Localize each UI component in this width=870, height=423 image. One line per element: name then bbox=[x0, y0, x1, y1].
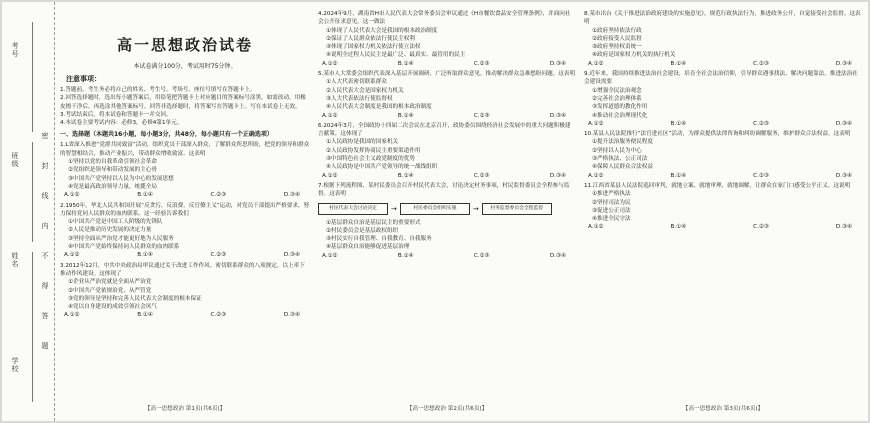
option: ①基层群众自治是基层民主的重要形式 bbox=[326, 219, 421, 226]
question bbox=[584, 130, 862, 180]
option: ④人民代表大会制度是我国的根本政治制度 bbox=[326, 104, 432, 111]
option: ③发挥道德的教化作用 bbox=[592, 104, 648, 111]
choice: C.②③ bbox=[473, 252, 490, 259]
option: ①企业从严治党就是全面从严治党 bbox=[68, 279, 152, 286]
choice: A.①② bbox=[64, 252, 80, 259]
option: ④推进全民守法 bbox=[592, 216, 631, 223]
option: ②中国共产党依规治党、从严管党 bbox=[68, 287, 152, 294]
answer-choices bbox=[584, 120, 862, 128]
option: ③人大代表依法行使监督权 bbox=[326, 95, 393, 102]
question bbox=[318, 70, 576, 120]
option: ②党组织是领导和带动发展的主心骨 bbox=[68, 167, 157, 174]
option: ①增强全民法治观念 bbox=[592, 87, 642, 94]
option: ①中国共产党是中国工人阶级的先锋队 bbox=[68, 219, 163, 226]
note-item: 4.本试卷主要考试内容：必修3，必修4第1单元。 bbox=[60, 120, 183, 127]
option: ③政府坚持权责统一 bbox=[592, 44, 642, 51]
choice: C.②③ bbox=[210, 252, 227, 259]
seal-mark: 答 bbox=[41, 312, 49, 320]
question bbox=[60, 262, 310, 320]
question bbox=[584, 182, 862, 232]
option: ②人民代表大会是国家权力机关 bbox=[326, 87, 404, 94]
option: ②政府接受人民监督 bbox=[592, 35, 642, 42]
choice: B.①④ bbox=[397, 60, 414, 67]
question bbox=[318, 122, 576, 180]
flow-diagram bbox=[318, 203, 576, 215]
flow-box: 村民代表大会讨论决定 bbox=[318, 203, 388, 215]
choice: B.①④ bbox=[397, 252, 414, 259]
seal-mark: 线 bbox=[41, 192, 49, 200]
choice: C.②③ bbox=[753, 120, 769, 127]
question bbox=[60, 202, 310, 260]
page-title: 高一思想政治试卷 bbox=[116, 36, 253, 54]
option: ③中国特色社会主义政党制度的优势 bbox=[326, 156, 415, 163]
page-footer: 【高一思想政治 第1页(共6页)】 bbox=[144, 406, 226, 412]
choice: D.③④ bbox=[549, 112, 566, 119]
question-stem: 5.某市人大常委会组织代表深入基层开展调研，广泛听取群众意见，推动解决群众急难愁盼问题。这表明 bbox=[318, 71, 576, 78]
option: ①体现了人民代表大会是我国的根本政治制度 bbox=[326, 27, 438, 34]
choice: A.①② bbox=[322, 112, 338, 119]
binding-label: 姓名 bbox=[11, 252, 19, 268]
choice: A.①② bbox=[64, 312, 80, 319]
page-column-1 bbox=[60, 8, 310, 412]
page-column-2 bbox=[318, 8, 576, 412]
option: ④党是最高政治领导力量，统揽全局 bbox=[68, 183, 157, 190]
choice: C.②③ bbox=[753, 172, 769, 179]
answer-choices bbox=[318, 172, 576, 180]
section-heading: 一、选择题（本题共16小题，每小题3分，共48分，每小题只有一个正确选项） bbox=[60, 131, 273, 139]
exam-subtitle: 本试卷满分100分，考试用时75分钟。 bbox=[133, 63, 237, 70]
note-item: 1.答题前，考生务必将自己的姓名、考生号、考场号、座位号填写在答题卡上。 bbox=[60, 87, 256, 93]
question-stem: 9.近年来，我国持续推进法治社会建设，培育全社会法治信仰，引导群众遇事找法、解决问题靠法。推进法治社会建设需要 bbox=[584, 71, 858, 86]
option: ③严格执法、公正司法 bbox=[592, 156, 648, 163]
answer-choices bbox=[60, 311, 310, 319]
seal-mark: 得 bbox=[41, 282, 49, 290]
choice: B.①④ bbox=[670, 172, 687, 179]
question-stem: 10.某县人民法院推行“法官进社区”活动，为群众提供法律咨询和纠纷调解服务，维护群众合法权益。这表明 bbox=[584, 131, 851, 138]
question bbox=[60, 141, 310, 199]
question-stem: 4.2024年9月，湖南省H市人民代表大会常务委员会审议通过《H市餐饮食品安全管理条例》，并面向社会公开征求意见。这一做法 bbox=[318, 11, 571, 26]
choice: C.②③ bbox=[473, 172, 490, 179]
choice: D.③④ bbox=[283, 252, 300, 259]
choice: B.①④ bbox=[670, 224, 687, 231]
choice: B.①④ bbox=[397, 172, 414, 179]
option: ①坚持以党的自我革命引领社会革命 bbox=[68, 159, 157, 166]
answer-choices bbox=[318, 60, 576, 68]
flow-box: 村民委员会组织实施 bbox=[400, 203, 470, 215]
question-stem: 11.江西省某县人民法院巡回审判，就地立案、就地审理、就地调解，让群众在家门口感受公平正义。这说明 bbox=[584, 182, 851, 189]
note-item: 3.考试结束后，将本试卷和答题卡一并交回。 bbox=[60, 111, 172, 118]
choice: B.①④ bbox=[137, 252, 153, 259]
option: ①人民政协是我国的国家机关 bbox=[326, 139, 399, 146]
option: ③党的领导是坚持和完善人民代表大会制度的根本保证 bbox=[68, 295, 202, 302]
binding-strip bbox=[2, 2, 55, 421]
choice: D.③④ bbox=[549, 252, 566, 259]
option: ④党以自身建设的成效引领社会风气 bbox=[68, 304, 157, 311]
question bbox=[318, 182, 576, 260]
exam-sheet bbox=[2, 2, 868, 421]
choice: C.②③ bbox=[210, 312, 227, 319]
choice: A.①② bbox=[64, 192, 80, 199]
option: ③村民实行自我管理、自我教育、自我服务 bbox=[326, 236, 432, 243]
option: ④基层群众自治能够促进基层治理 bbox=[326, 244, 410, 251]
question-stem: 8.某市出台《关于推进法治政府建设的实施意见》，规范行政执法行为，推进政务公开，自觉接受社会监督。这表明 bbox=[584, 11, 861, 26]
choice: C.②③ bbox=[473, 112, 490, 119]
choice: B.①④ bbox=[670, 120, 687, 127]
option: ①推进严格执法 bbox=[592, 191, 631, 198]
question-stem: 7.根据下列流程图，某村民委员会召开村民代表大会，讨论决定村务事项，村民监督委员会全程参与监督。这表明 bbox=[318, 182, 570, 198]
option: ④中国共产党始终保持同人民群众的血肉联系 bbox=[68, 244, 180, 251]
choice: A.①② bbox=[588, 120, 604, 127]
question-stem: 2.1950年，华北人民共和国开展“反贪污、反浪费、反官僚主义”运动，对党员干部提出严格要求，努力保持党同人民群众的血肉联系。这一经验告诉我们 bbox=[60, 202, 310, 217]
choice: D.③④ bbox=[835, 172, 852, 179]
answer-choices bbox=[584, 60, 862, 68]
option: ④保障人民群众合法权益 bbox=[592, 164, 653, 171]
answer-choices bbox=[60, 191, 310, 199]
choice: A.①② bbox=[588, 172, 604, 179]
seal-mark: 题 bbox=[41, 342, 49, 350]
page-footer: 【高一思想政治 第2页(共6页)】 bbox=[406, 406, 488, 412]
choice: A.①② bbox=[322, 252, 338, 259]
option: ④人民政协是中国共产党领导的统一战线组织 bbox=[326, 164, 438, 171]
choice: A.①② bbox=[588, 224, 604, 231]
seal-mark: 不 bbox=[41, 252, 49, 260]
option: ②人民是推动历史发展的决定力量 bbox=[68, 227, 152, 234]
choice: B.①④ bbox=[670, 60, 687, 67]
choice: A.①② bbox=[322, 60, 338, 67]
choice: D.③④ bbox=[283, 312, 300, 319]
option: ②坚持以人民为中心 bbox=[592, 147, 642, 154]
page-footer: 【高一思想政治 第3页(共6页)】 bbox=[682, 406, 764, 412]
option: ④政府是国家权力机关的执行机关 bbox=[592, 52, 676, 59]
option: ①人大代表密切联系群众 bbox=[326, 79, 387, 86]
choice: A.①② bbox=[322, 172, 338, 179]
question bbox=[584, 10, 862, 68]
arrow-icon: → bbox=[472, 204, 479, 213]
seal-mark: 密 bbox=[41, 132, 49, 140]
answer-choices bbox=[584, 223, 862, 231]
choice: A.①② bbox=[588, 60, 604, 67]
binding-label: 学校 bbox=[11, 357, 19, 373]
arrow-icon: → bbox=[391, 204, 397, 213]
option: ③促进公正司法 bbox=[592, 207, 631, 214]
answer-choices bbox=[60, 251, 310, 259]
choice: C.②③ bbox=[753, 60, 769, 67]
choice: D.③④ bbox=[835, 120, 852, 127]
choice: C.②③ bbox=[210, 192, 227, 199]
option: ②村民委员会是基层政权组织 bbox=[326, 227, 399, 234]
note-item: 2.回答选择题时，选出每小题答案后，用铅笔把答题卡上对应题目的答案标号涂黑。如需改动，用橡皮擦干净后，再选涂其他答案标号。回答非选择题时，将答案写在答题卡上。写在本试卷上无效。 bbox=[60, 95, 306, 110]
option: ②完善社会治理体系 bbox=[592, 95, 642, 102]
seal-mark: 封 bbox=[41, 162, 49, 170]
option: ①提升法治服务便民程度 bbox=[592, 139, 653, 146]
binding-label: 考号 bbox=[11, 42, 19, 58]
page-column-3 bbox=[584, 8, 862, 412]
option: ③中国共产党坚持以人民为中心的发展思想 bbox=[68, 175, 174, 182]
choice: D.③④ bbox=[835, 60, 852, 67]
seal-mark: 内 bbox=[41, 222, 49, 230]
question-stem: 3.2012年12月，中共中央政治局审议通过关于改进工作作风、密切联系群众的八项规定，以上率下推动作风建设。这体现了 bbox=[60, 262, 305, 277]
choice: B.①④ bbox=[137, 192, 153, 199]
binding-line bbox=[32, 252, 33, 402]
choice: D.③④ bbox=[549, 172, 566, 179]
answer-choices bbox=[318, 112, 576, 120]
binding-label: 班级 bbox=[11, 152, 19, 168]
binding-line bbox=[32, 142, 33, 242]
notes-heading: 注意事项： bbox=[66, 75, 101, 83]
binding-line bbox=[32, 22, 33, 132]
option: ④说明全过程人民民主是最广泛、最真实、最管用的民主 bbox=[326, 52, 466, 59]
option: ①政府坚持依法行政 bbox=[592, 27, 642, 34]
option: ②人民政协发挥协商民主重要渠道作用 bbox=[326, 147, 421, 154]
flow-box: 村务监督委员会全程监督 bbox=[482, 203, 552, 215]
choice: C.②③ bbox=[753, 224, 769, 231]
question bbox=[318, 10, 576, 68]
option: ③坚持全面从严治党才能更好地为人民服务 bbox=[68, 235, 174, 242]
question bbox=[584, 70, 862, 128]
option: ③体现了国家权力机关依法行使立法权 bbox=[326, 44, 421, 51]
choice: D.③④ bbox=[283, 192, 300, 199]
question-stem: 1.L省深入推进“党群共同致富”活动，组织党员干部深入群众，了解群众所思所盼，把党的领导和群众的智慧相结合，推动产业振兴，带动群众增收致富。这表明 bbox=[60, 142, 310, 157]
choice: D.③④ bbox=[549, 60, 566, 67]
answer-choices bbox=[584, 172, 862, 180]
choice: D.③④ bbox=[835, 224, 852, 231]
option: ②坚持司法为民 bbox=[592, 199, 631, 206]
choice: B.①④ bbox=[137, 312, 153, 319]
option: ②保证了人民群众依法行使民主权利 bbox=[326, 35, 415, 42]
option: ④推动社会治理现代化 bbox=[592, 112, 648, 119]
question-stem: 6.2024年3月，全国政协十四届二次会议在北京召开，政协委员围绕经济社会发展中的重大问题积极建言献策。这体现了 bbox=[318, 122, 571, 138]
choice: C.②③ bbox=[473, 60, 490, 67]
answer-choices bbox=[318, 252, 576, 260]
choice: B.①④ bbox=[397, 112, 414, 119]
